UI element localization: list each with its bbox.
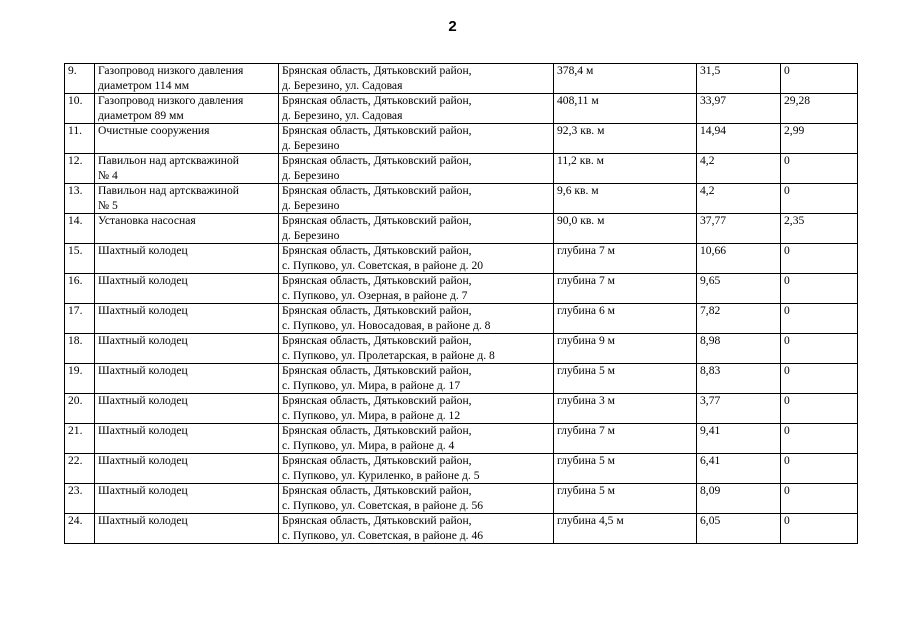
num-text: 13.: [68, 184, 83, 197]
address-cell: [279, 274, 554, 304]
quantity-cell: [554, 184, 697, 214]
name-l1-text: Павильон над артскважиной: [98, 154, 239, 167]
addr-l2-text: д. Березино: [282, 198, 340, 212]
val1-text: 10,66: [700, 244, 727, 257]
addr-l2-text: с. Пупково, ул. Пролетарская, в районе д. 8: [282, 348, 495, 362]
row-number-cell: [65, 484, 95, 514]
val2-text: 0: [784, 64, 790, 77]
row-number-cell: [65, 214, 95, 244]
num-text: 9.: [68, 64, 77, 77]
addr-l2-text: с. Пупково, ул. Мира, в районе д. 12: [282, 408, 461, 422]
value-2-cell: [781, 94, 858, 124]
object-name-cell: [95, 64, 279, 94]
table-body: [65, 64, 858, 544]
address-cell: [279, 304, 554, 334]
addr-l2-text: д. Березино: [282, 168, 340, 182]
addr-l1-text: Брянская область, Дятьковский район,: [282, 64, 472, 77]
value-1-cell: [697, 394, 781, 424]
value-2-cell: [781, 484, 858, 514]
val1-text: 7,82: [700, 304, 721, 317]
val1-text: 37,77: [700, 214, 727, 227]
value-2-cell: [781, 244, 858, 274]
row-number-cell: [65, 334, 95, 364]
qty-text: глубина 7 м: [557, 424, 615, 437]
table-row: [65, 514, 858, 544]
qty-text: глубина 6 м: [557, 304, 615, 317]
name-l1-text: Газопровод низкого давления: [98, 94, 244, 107]
addr-l1-text: Брянская область, Дятьковский район,: [282, 364, 472, 377]
address-cell: [279, 124, 554, 154]
addr-l2-text: с. Пупково, ул. Мира, в районе д. 4: [282, 438, 455, 452]
val2-text: 0: [784, 274, 790, 287]
quantity-cell: [554, 214, 697, 244]
value-2-cell: [781, 424, 858, 454]
address-cell: [279, 94, 554, 124]
name-l2-text: [98, 439, 278, 454]
num-text: 20.: [68, 394, 83, 407]
name-l2-text: [98, 289, 278, 304]
val1-text: 8,09: [700, 484, 721, 497]
quantity-cell: [554, 244, 697, 274]
object-name-cell: [95, 424, 279, 454]
table-row: [65, 94, 858, 124]
val1-text: 31,5: [700, 64, 721, 77]
name-l1-text: Шахтный колодец: [98, 394, 188, 407]
name-l2-text: [98, 469, 278, 484]
row-number-cell: [65, 454, 95, 484]
value-1-cell: [697, 454, 781, 484]
address-cell: [279, 184, 554, 214]
address-cell: [279, 154, 554, 184]
value-1-cell: [697, 334, 781, 364]
val1-text: 4,2: [700, 154, 715, 167]
value-1-cell: [697, 154, 781, 184]
val1-text: 14,94: [700, 124, 727, 137]
value-1-cell: [697, 244, 781, 274]
val2-text: 0: [784, 184, 790, 197]
addr-l1-text: Брянская область, Дятьковский район,: [282, 514, 472, 527]
num-text: 12.: [68, 154, 83, 167]
value-2-cell: [781, 124, 858, 154]
val1-text: 8,98: [700, 334, 721, 347]
property-register-table: [64, 63, 858, 544]
row-number-cell: [65, 304, 95, 334]
quantity-cell: [554, 484, 697, 514]
table-row: [65, 124, 858, 154]
object-name-cell: [95, 484, 279, 514]
value-1-cell: [697, 364, 781, 394]
val2-text: 0: [784, 514, 790, 527]
quantity-cell: [554, 514, 697, 544]
object-name-cell: [95, 394, 279, 424]
address-cell: [279, 214, 554, 244]
quantity-cell: [554, 154, 697, 184]
address-cell: [279, 364, 554, 394]
addr-l2-text: с. Пупково, ул. Мира, в районе д. 17: [282, 378, 461, 392]
name-l1-text: Шахтный колодец: [98, 424, 188, 437]
table-row: [65, 334, 858, 364]
value-2-cell: [781, 304, 858, 334]
val1-text: 4,2: [700, 184, 715, 197]
addr-l2-text: с. Пупково, ул. Советская, в районе д. 46: [282, 528, 484, 542]
table-row: [65, 454, 858, 484]
name-l1-text: Шахтный колодец: [98, 334, 188, 347]
val2-text: 0: [784, 394, 790, 407]
object-name-cell: [95, 94, 279, 124]
address-cell: [279, 424, 554, 454]
row-number-cell: [65, 184, 95, 214]
value-2-cell: [781, 454, 858, 484]
address-cell: [279, 484, 554, 514]
addr-l1-text: Брянская область, Дятьковский район,: [282, 214, 472, 227]
name-l1-text: Шахтный колодец: [98, 454, 188, 467]
value-2-cell: [781, 184, 858, 214]
name-l2-text: [98, 499, 278, 514]
qty-text: 92,3 кв. м: [557, 124, 605, 137]
name-l2-text: диаметром 89 мм: [98, 108, 184, 122]
qty-text: глубина 5 м: [557, 484, 615, 497]
num-text: 10.: [68, 94, 83, 107]
val1-text: 6,41: [700, 454, 721, 467]
addr-l2-text: д. Березино: [282, 228, 340, 242]
name-l2-text: [98, 319, 278, 334]
object-name-cell: [95, 334, 279, 364]
addr-l1-text: Брянская область, Дятьковский район,: [282, 274, 472, 287]
value-1-cell: [697, 124, 781, 154]
val2-text: 0: [784, 154, 790, 167]
name-l1-text: Шахтный колодец: [98, 484, 188, 497]
row-number-cell: [65, 514, 95, 544]
name-l1-text: Шахтный колодец: [98, 304, 188, 317]
name-l2-text: [98, 229, 278, 244]
val2-text: 0: [784, 244, 790, 257]
val2-text: 29,28: [784, 94, 811, 107]
quantity-cell: [554, 64, 697, 94]
addr-l2-text: д. Березино, ул. Садовая: [282, 78, 403, 92]
value-1-cell: [697, 214, 781, 244]
num-text: 23.: [68, 484, 83, 497]
object-name-cell: [95, 304, 279, 334]
object-name-cell: [95, 364, 279, 394]
name-l2-text: диаметром 114 мм: [98, 78, 190, 92]
num-text: 22.: [68, 454, 83, 467]
table-row: [65, 214, 858, 244]
qty-text: глубина 5 м: [557, 364, 615, 377]
table-row: [65, 244, 858, 274]
page-number: 2: [448, 18, 457, 35]
name-l2-text: [98, 529, 278, 544]
object-name-cell: [95, 214, 279, 244]
qty-text: 11,2 кв. м: [557, 154, 604, 167]
qty-text: 408,11 м: [557, 94, 599, 107]
name-l2-text: [98, 139, 278, 154]
value-1-cell: [697, 304, 781, 334]
name-l1-text: Установка насосная: [98, 214, 196, 227]
address-cell: [279, 334, 554, 364]
num-text: 14.: [68, 214, 83, 227]
qty-text: 9,6 кв. м: [557, 184, 599, 197]
value-2-cell: [781, 334, 858, 364]
value-1-cell: [697, 424, 781, 454]
row-number-cell: [65, 154, 95, 184]
addr-l2-text: с. Пупково, ул. Новосадовая, в районе д. 8: [282, 318, 491, 332]
qty-text: 90,0 кв. м: [557, 214, 605, 227]
quantity-cell: [554, 124, 697, 154]
qty-text: глубина 7 м: [557, 244, 615, 257]
addr-l2-text: д. Березино: [282, 138, 340, 152]
object-name-cell: [95, 274, 279, 304]
quantity-cell: [554, 94, 697, 124]
val1-text: 3,77: [700, 394, 721, 407]
row-number-cell: [65, 274, 95, 304]
row-number-cell: [65, 244, 95, 274]
addr-l1-text: Брянская область, Дятьковский район,: [282, 124, 472, 137]
name-l1-text: Шахтный колодец: [98, 514, 188, 527]
val1-text: 8,83: [700, 364, 721, 377]
addr-l1-text: Брянская область, Дятьковский район,: [282, 394, 472, 407]
table-row: [65, 184, 858, 214]
address-cell: [279, 64, 554, 94]
name-l1-text: Очистные сооружения: [98, 124, 210, 137]
qty-text: глубина 3 м: [557, 394, 615, 407]
val2-text: 0: [784, 364, 790, 377]
name-l1-text: Газопровод низкого давления: [98, 64, 244, 77]
addr-l1-text: Брянская область, Дятьковский район,: [282, 484, 472, 497]
quantity-cell: [554, 274, 697, 304]
num-text: 21.: [68, 424, 83, 437]
name-l1-text: Шахтный колодец: [98, 244, 188, 257]
val2-text: 0: [784, 334, 790, 347]
addr-l1-text: Брянская область, Дятьковский район,: [282, 334, 472, 347]
qty-text: глубина 5 м: [557, 454, 615, 467]
address-cell: [279, 244, 554, 274]
num-text: 18.: [68, 334, 83, 347]
addr-l1-text: Брянская область, Дятьковский район,: [282, 454, 472, 467]
quantity-cell: [554, 304, 697, 334]
address-cell: [279, 394, 554, 424]
name-l2-text: [98, 409, 278, 424]
qty-text: глубина 9 м: [557, 334, 615, 347]
value-2-cell: [781, 514, 858, 544]
value-1-cell: [697, 514, 781, 544]
addr-l2-text: с. Пупково, ул. Советская, в районе д. 56: [282, 498, 484, 512]
addr-l1-text: Брянская область, Дятьковский район,: [282, 424, 472, 437]
object-name-cell: [95, 454, 279, 484]
addr-l1-text: Брянская область, Дятьковский район,: [282, 184, 472, 197]
name-l2-text: [98, 379, 278, 394]
object-name-cell: [95, 514, 279, 544]
qty-text: глубина 7 м: [557, 274, 615, 287]
value-2-cell: [781, 274, 858, 304]
addr-l2-text: с. Пупково, ул. Озерная, в районе д. 7: [282, 288, 468, 302]
val1-text: 33,97: [700, 94, 727, 107]
val2-text: 2,35: [784, 214, 805, 227]
quantity-cell: [554, 394, 697, 424]
table-row: [65, 394, 858, 424]
value-1-cell: [697, 274, 781, 304]
table-row: [65, 274, 858, 304]
num-text: 16.: [68, 274, 83, 287]
addr-l1-text: Брянская область, Дятьковский район,: [282, 244, 472, 257]
addr-l1-text: Брянская область, Дятьковский район,: [282, 94, 472, 107]
name-l1-text: Шахтный колодец: [98, 274, 188, 287]
address-cell: [279, 454, 554, 484]
val2-text: 0: [784, 304, 790, 317]
num-text: 11.: [68, 124, 83, 137]
object-name-cell: [95, 244, 279, 274]
name-l2-text: [98, 349, 278, 364]
value-2-cell: [781, 394, 858, 424]
name-l2-text: [98, 259, 278, 274]
qty-text: 378,4 м: [557, 64, 594, 77]
quantity-cell: [554, 454, 697, 484]
qty-text: глубина 4,5 м: [557, 514, 624, 527]
num-text: 17.: [68, 304, 83, 317]
value-1-cell: [697, 184, 781, 214]
value-1-cell: [697, 64, 781, 94]
table-row: [65, 154, 858, 184]
table-row: [65, 64, 858, 94]
quantity-cell: [554, 424, 697, 454]
table-row: [65, 484, 858, 514]
val1-text: 9,41: [700, 424, 721, 437]
name-l1-text: Павильон над артскважиной: [98, 184, 239, 197]
val2-text: 0: [784, 454, 790, 467]
name-l1-text: Шахтный колодец: [98, 364, 188, 377]
row-number-cell: [65, 394, 95, 424]
addr-l1-text: Брянская область, Дятьковский район,: [282, 304, 472, 317]
object-name-cell: [95, 154, 279, 184]
table-row: [65, 424, 858, 454]
val1-text: 6,05: [700, 514, 721, 527]
val2-text: 0: [784, 424, 790, 437]
row-number-cell: [65, 124, 95, 154]
addr-l2-text: д. Березино, ул. Садовая: [282, 108, 403, 122]
row-number-cell: [65, 94, 95, 124]
val1-text: 9,65: [700, 274, 721, 287]
addr-l2-text: с. Пупково, ул. Советская, в районе д. 20: [282, 258, 484, 272]
row-number-cell: [65, 64, 95, 94]
value-2-cell: [781, 64, 858, 94]
value-2-cell: [781, 154, 858, 184]
row-number-cell: [65, 424, 95, 454]
quantity-cell: [554, 334, 697, 364]
addr-l2-text: с. Пупково, ул. Куриленко, в районе д. 5: [282, 468, 480, 482]
value-2-cell: [781, 214, 858, 244]
val2-text: 0: [784, 484, 790, 497]
quantity-cell: [554, 364, 697, 394]
name-l2-text: № 5: [98, 198, 118, 212]
name-l2-text: № 4: [98, 168, 118, 182]
value-1-cell: [697, 94, 781, 124]
num-text: 24.: [68, 514, 83, 527]
addr-l1-text: Брянская область, Дятьковский район,: [282, 154, 472, 167]
object-name-cell: [95, 184, 279, 214]
object-name-cell: [95, 124, 279, 154]
table-row: [65, 304, 858, 334]
value-1-cell: [697, 484, 781, 514]
row-number-cell: [65, 364, 95, 394]
table-row: [65, 364, 858, 394]
num-text: 15.: [68, 244, 83, 257]
value-2-cell: [781, 364, 858, 394]
address-cell: [279, 514, 554, 544]
val2-text: 2,99: [784, 124, 805, 137]
num-text: 19.: [68, 364, 83, 377]
